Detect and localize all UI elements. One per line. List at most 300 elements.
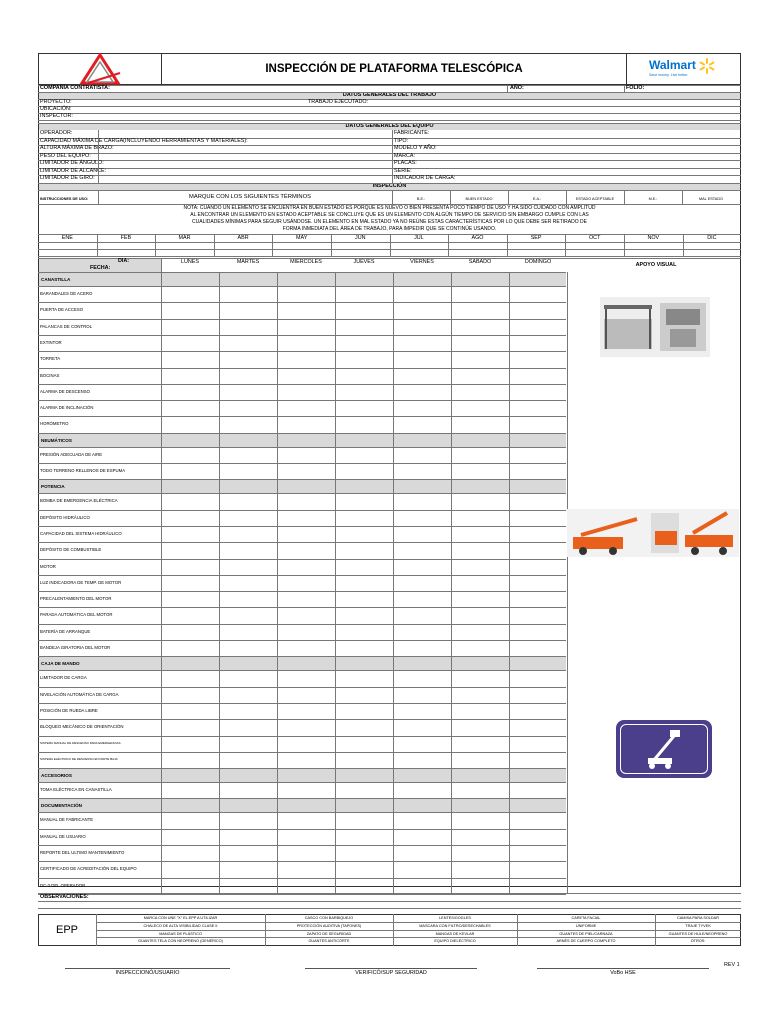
checklist-check-cell[interactable] — [452, 688, 509, 702]
checklist-item-label: BOMBA DE EMERGENCIA ELÉCTRICA — [40, 498, 118, 504]
checklist-check-cell[interactable] — [162, 641, 219, 655]
checklist-section-header: ACCESORIOS — [39, 769, 566, 782]
checklist-check-cell[interactable] — [336, 385, 393, 399]
checklist-check-cell[interactable] — [394, 448, 451, 462]
checklist-column-divider — [335, 272, 336, 894]
checklist-check-cell[interactable] — [278, 417, 335, 431]
work-section-title: DATOS GENERALES DEL TRABAJO — [342, 92, 437, 98]
month-cell: MAY — [296, 235, 308, 241]
checklist-check-cell[interactable] — [336, 543, 393, 557]
checklist-check-cell[interactable] — [336, 320, 393, 334]
checklist-check-cell[interactable] — [220, 625, 277, 639]
checklist-check-cell[interactable] — [278, 753, 335, 767]
checklist-check-cell[interactable] — [394, 641, 451, 655]
checklist-check-cell[interactable] — [278, 576, 335, 590]
checklist-check-cell[interactable] — [394, 560, 451, 574]
checklist-check-cell[interactable] — [220, 688, 277, 702]
checklist-check-cell[interactable] — [452, 560, 509, 574]
checklist-check-cell[interactable] — [452, 737, 509, 751]
checklist-check-cell[interactable] — [510, 303, 567, 317]
checklist-check-cell[interactable] — [162, 464, 219, 478]
checklist-check-cell[interactable] — [510, 511, 567, 525]
month-cell: DIC — [707, 235, 717, 241]
checklist-item-label: PALANCAS DE CONTROL — [40, 323, 92, 329]
checklist-check-cell[interactable] — [162, 753, 219, 767]
checklist-check-cell[interactable] — [336, 303, 393, 317]
checklist-check-cell[interactable] — [452, 830, 509, 844]
checklist-check-cell[interactable] — [394, 846, 451, 860]
checklist-check-cell[interactable] — [162, 625, 219, 639]
checklist-check-cell[interactable] — [336, 753, 393, 767]
checklist-check-cell[interactable] — [510, 369, 567, 383]
epp-item: GUANTES DE PIEL/CARNAZA — [559, 931, 613, 936]
checklist-check-cell[interactable] — [162, 303, 219, 317]
checklist-check-cell[interactable] — [220, 720, 277, 734]
checklist-check-cell[interactable] — [278, 879, 335, 893]
checklist-check-cell[interactable] — [510, 320, 567, 334]
checklist-check-cell[interactable] — [278, 320, 335, 334]
checklist-check-cell[interactable] — [336, 737, 393, 751]
checklist-check-cell[interactable] — [336, 511, 393, 525]
checklist-check-cell[interactable] — [452, 448, 509, 462]
checklist-check-cell[interactable] — [394, 813, 451, 827]
checklist-check-cell[interactable] — [278, 688, 335, 702]
equipment-field-left: LIMITADOR DE GIRO: — [40, 175, 95, 181]
epp-item: PROTECCIÓN AUDITIVA (TAPONES) — [296, 923, 362, 928]
checklist-check-cell[interactable] — [162, 560, 219, 574]
status-code: M.E.: — [648, 197, 658, 201]
checklist-check-cell[interactable] — [220, 287, 277, 301]
checklist-check-cell[interactable] — [162, 813, 219, 827]
checklist-check-cell[interactable] — [162, 704, 219, 718]
checklist-check-cell[interactable] — [336, 862, 393, 876]
equipment-row-divider — [38, 168, 741, 169]
checklist-check-cell[interactable] — [452, 511, 509, 525]
checklist-item-label: PARADA AUTOMÁTICA DEL MOTOR — [40, 612, 113, 618]
checklist-check-cell[interactable] — [336, 846, 393, 860]
checklist-check-cell[interactable] — [162, 336, 219, 350]
checklist-check-cell[interactable] — [220, 641, 277, 655]
checklist-check-cell[interactable] — [510, 401, 567, 415]
checklist-check-cell[interactable] — [452, 287, 509, 301]
weekday-cell: DOMINGO — [524, 259, 552, 265]
epp-item: OTROS: — [690, 939, 706, 944]
checklist-check-cell[interactable] — [220, 592, 277, 606]
checklist-check-cell[interactable] — [162, 830, 219, 844]
checklist-item-label: SISTEMA MANUAL DE DESCENSO PARA EMERGENCIAS — [40, 740, 121, 745]
checklist-check-cell[interactable] — [394, 830, 451, 844]
checklist-check-cell[interactable] — [510, 688, 567, 702]
code-divider — [392, 190, 393, 204]
checklist-check-cell[interactable] — [510, 813, 567, 827]
checklist-check-cell[interactable] — [220, 303, 277, 317]
checklist-item-label: NIVELACIÓN AUTOMÁTICA DE CARGA — [40, 691, 119, 697]
checklist-check-cell[interactable] — [452, 494, 509, 508]
checklist-item-label: DEPÓSITO DE COMBUSTIBLE — [40, 547, 102, 553]
checklist-check-cell[interactable] — [452, 417, 509, 431]
checklist-check-cell[interactable] — [278, 494, 335, 508]
checklist-check-cell[interactable] — [510, 576, 567, 590]
checklist-check-cell[interactable] — [336, 671, 393, 685]
equipment-row-divider — [38, 160, 741, 161]
checklist-check-cell[interactable] — [278, 671, 335, 685]
checklist-section-header: NEUMÁTICOS — [39, 434, 566, 447]
checklist-check-cell[interactable] — [336, 879, 393, 893]
checklist-check-cell[interactable] — [278, 737, 335, 751]
checklist-check-cell[interactable] — [336, 576, 393, 590]
checklist-check-cell[interactable] — [162, 688, 219, 702]
checklist-check-cell[interactable] — [220, 813, 277, 827]
checklist-check-cell[interactable] — [452, 879, 509, 893]
checklist-check-cell[interactable] — [278, 846, 335, 860]
checklist-check-cell[interactable] — [278, 303, 335, 317]
checklist-check-cell[interactable] — [162, 783, 219, 797]
checklist-check-cell[interactable] — [162, 543, 219, 557]
checklist-check-cell[interactable] — [394, 464, 451, 478]
checklist-check-cell[interactable] — [452, 846, 509, 860]
checklist-check-cell[interactable] — [510, 720, 567, 734]
checklist-item-label: ALARMA DE DESCENSO — [40, 388, 90, 394]
epp-item: CARETA FACIAL — [571, 916, 601, 920]
checklist-check-cell[interactable] — [278, 511, 335, 525]
checklist-check-cell[interactable] — [162, 320, 219, 334]
checklist-check-cell[interactable] — [220, 830, 277, 844]
checklist-check-cell[interactable] — [220, 320, 277, 334]
checklist-check-cell[interactable] — [452, 352, 509, 366]
checklist-check-cell[interactable] — [220, 448, 277, 462]
checklist-check-cell[interactable] — [162, 417, 219, 431]
weekday-cell: LUNES — [181, 259, 199, 265]
checklist-check-cell[interactable] — [278, 560, 335, 574]
checklist-check-cell[interactable] — [220, 511, 277, 525]
checklist-item-label: BATERÍA DE ARRANQUE — [40, 628, 91, 634]
checklist-check-cell[interactable] — [394, 671, 451, 685]
checklist-check-cell[interactable] — [278, 830, 335, 844]
checklist-row-divider — [38, 894, 566, 895]
checklist-check-cell[interactable] — [162, 352, 219, 366]
month-divider — [97, 234, 98, 256]
checklist-item-label: HORÓMETRO — [40, 421, 69, 427]
epp-row-divider — [96, 922, 741, 923]
checklist-check-cell[interactable] — [394, 369, 451, 383]
checklist-check-cell[interactable] — [510, 385, 567, 399]
checklist-check-cell[interactable] — [162, 879, 219, 893]
checklist-check-cell[interactable] — [220, 543, 277, 557]
checklist-check-cell[interactable] — [394, 385, 451, 399]
checklist-check-cell[interactable] — [452, 862, 509, 876]
checklist-check-cell[interactable] — [510, 464, 567, 478]
folio-label: FOLIO: — [626, 85, 645, 91]
checklist-check-cell[interactable] — [336, 494, 393, 508]
checklist-check-cell[interactable] — [452, 576, 509, 590]
checklist-check-cell[interactable] — [452, 592, 509, 606]
checklist-check-cell[interactable] — [336, 830, 393, 844]
visual-support-title: APOYO VISUAL — [635, 262, 677, 268]
checklist-check-cell[interactable] — [452, 401, 509, 415]
checklist-check-cell[interactable] — [162, 287, 219, 301]
checklist-check-cell[interactable] — [510, 783, 567, 797]
checklist-check-cell[interactable] — [220, 385, 277, 399]
checklist-check-cell[interactable] — [336, 417, 393, 431]
checklist-check-cell[interactable] — [452, 464, 509, 478]
checklist-check-cell[interactable] — [278, 527, 335, 541]
checklist-check-cell[interactable] — [394, 753, 451, 767]
checklist-check-cell[interactable] — [336, 592, 393, 606]
checklist-check-cell[interactable] — [278, 783, 335, 797]
checklist-column-divider — [451, 272, 452, 894]
checklist-check-cell[interactable] — [452, 783, 509, 797]
checklist-check-cell[interactable] — [510, 352, 567, 366]
checklist-item-label: DEPÓSITO HIDRÁULICO — [40, 514, 90, 520]
checklist-check-cell[interactable] — [220, 560, 277, 574]
checklist-check-cell[interactable] — [220, 527, 277, 541]
checklist-check-cell[interactable] — [394, 592, 451, 606]
checklist-check-cell[interactable] — [510, 448, 567, 462]
epp-item: GUANTES DE HULE/NEOPRENO — [668, 931, 728, 936]
checklist-check-cell[interactable] — [336, 625, 393, 639]
checklist-check-cell[interactable] — [220, 879, 277, 893]
checklist-check-cell[interactable] — [162, 369, 219, 383]
checklist-check-cell[interactable] — [162, 720, 219, 734]
checklist-check-cell[interactable] — [336, 608, 393, 622]
checklist-check-cell[interactable] — [220, 464, 277, 478]
checklist-check-cell[interactable] — [452, 385, 509, 399]
checklist-check-cell[interactable] — [278, 608, 335, 622]
checklist-check-cell[interactable] — [394, 862, 451, 876]
checklist-check-cell[interactable] — [452, 543, 509, 557]
checklist-check-cell[interactable] — [162, 385, 219, 399]
checklist-check-cell[interactable] — [162, 494, 219, 508]
checklist-check-cell[interactable] — [162, 448, 219, 462]
checklist-check-cell[interactable] — [510, 494, 567, 508]
checklist-check-cell[interactable] — [162, 592, 219, 606]
checklist-check-cell[interactable] — [452, 671, 509, 685]
checklist-check-cell[interactable] — [278, 369, 335, 383]
equipment-field-right: PLACAS: — [394, 160, 417, 166]
checklist-check-cell[interactable] — [394, 608, 451, 622]
checklist-check-cell[interactable] — [278, 592, 335, 606]
month-cell: JUL — [414, 235, 424, 241]
checklist-check-cell[interactable] — [394, 417, 451, 431]
checklist-check-cell[interactable] — [220, 336, 277, 350]
checklist-check-cell[interactable] — [278, 543, 335, 557]
month-divider — [390, 234, 391, 256]
checklist-check-cell[interactable] — [452, 320, 509, 334]
checklist-check-cell[interactable] — [452, 753, 509, 767]
checklist-check-cell[interactable] — [394, 688, 451, 702]
checklist-check-cell[interactable] — [336, 783, 393, 797]
checklist-check-cell[interactable] — [162, 862, 219, 876]
checklist-check-cell[interactable] — [336, 352, 393, 366]
checklist-check-cell[interactable] — [510, 641, 567, 655]
checklist-check-cell[interactable] — [220, 783, 277, 797]
aerial-lift-icon — [644, 728, 684, 770]
checklist-check-cell[interactable] — [452, 625, 509, 639]
checklist-check-cell[interactable] — [394, 303, 451, 317]
checklist-check-cell[interactable] — [162, 737, 219, 751]
checklist-column-divider — [393, 272, 394, 894]
checklist-check-cell[interactable] — [336, 560, 393, 574]
checklist-check-cell[interactable] — [394, 704, 451, 718]
checklist-check-cell[interactable] — [394, 352, 451, 366]
checklist-check-cell[interactable] — [220, 846, 277, 860]
checklist-check-cell[interactable] — [452, 720, 509, 734]
checklist-check-cell[interactable] — [510, 417, 567, 431]
epp-item: EQUIPO DIELÉCTRICO — [434, 939, 476, 944]
checklist-check-cell[interactable] — [336, 688, 393, 702]
checklist-check-cell[interactable] — [452, 641, 509, 655]
epp-item: MANGAS DE PLÁSTICO — [159, 931, 202, 936]
checklist-check-cell[interactable] — [336, 704, 393, 718]
note-line: NOTA: CUANDO UN ELEMENTO SE ENCUENTRA EN BUEN ESTADO ES PORQUE ES NUEVO O BIEN PRESENTA POCO TIEMPO DE USO Y HA SIDO CUIDADO CON AMPLITUD — [183, 205, 596, 211]
checklist-check-cell[interactable] — [220, 862, 277, 876]
epp-item: ARNÉS DE CUERPO COMPLETO — [556, 939, 616, 944]
checklist-check-cell[interactable] — [452, 704, 509, 718]
checklist-check-cell[interactable] — [278, 720, 335, 734]
checklist-check-cell[interactable] — [510, 336, 567, 350]
checklist-check-cell[interactable] — [452, 303, 509, 317]
checklist-check-cell[interactable] — [452, 527, 509, 541]
checklist-check-cell[interactable] — [220, 737, 277, 751]
brand-tagline: Save money. Live better. — [649, 73, 689, 77]
checklist-item-label: BOCINAS — [40, 372, 60, 378]
checklist-item-label: REPORTE DEL ULTIMO MANTENIMIENTO — [40, 850, 125, 855]
checklist-check-cell[interactable] — [278, 641, 335, 655]
checklist-check-cell[interactable] — [162, 671, 219, 685]
checklist-check-cell[interactable] — [510, 543, 567, 557]
checklist-check-cell[interactable] — [510, 830, 567, 844]
checklist-check-cell[interactable] — [510, 671, 567, 685]
checklist-check-cell[interactable] — [452, 336, 509, 350]
epp-item: CHALECO DE ALTA VISIBILIDAD CLASE II — [143, 923, 218, 928]
checklist-check-cell[interactable] — [278, 625, 335, 639]
contractor-label: COMPAÑÍA CONTRATISTA: — [40, 85, 110, 91]
checklist-check-cell[interactable] — [394, 511, 451, 525]
checklist-check-cell[interactable] — [278, 401, 335, 415]
checklist-check-cell[interactable] — [336, 336, 393, 350]
checklist-check-cell[interactable] — [336, 641, 393, 655]
checklist-check-cell[interactable] — [336, 401, 393, 415]
company-logo — [38, 53, 162, 85]
checklist-check-cell[interactable] — [394, 401, 451, 415]
month-divider — [683, 234, 684, 256]
checklist-check-cell[interactable] — [162, 576, 219, 590]
checklist-check-cell[interactable] — [394, 737, 451, 751]
checklist-item-label: MANUAL DE FABRICANTE — [40, 817, 94, 823]
checklist-check-cell[interactable] — [220, 608, 277, 622]
checklist-check-cell[interactable] — [220, 352, 277, 366]
checklist-check-cell[interactable] — [394, 494, 451, 508]
checklist-check-cell[interactable] — [278, 464, 335, 478]
lift-symbol-sign — [616, 720, 712, 778]
equipment-row-divider — [38, 145, 741, 146]
checklist-check-cell[interactable] — [220, 494, 277, 508]
checklist-check-cell[interactable] — [220, 704, 277, 718]
checklist-check-cell[interactable] — [394, 543, 451, 557]
checklist-check-cell[interactable] — [336, 813, 393, 827]
checklist-check-cell[interactable] — [336, 720, 393, 734]
epp-row-divider — [96, 930, 741, 931]
checklist-check-cell[interactable] — [510, 846, 567, 860]
checklist-check-cell[interactable] — [452, 608, 509, 622]
checklist-check-cell[interactable] — [162, 527, 219, 541]
checklist-check-cell[interactable] — [510, 879, 567, 893]
checklist-check-cell[interactable] — [394, 783, 451, 797]
checklist-check-cell[interactable] — [336, 369, 393, 383]
checklist-check-cell[interactable] — [510, 737, 567, 751]
checklist-check-cell[interactable] — [394, 336, 451, 350]
checklist-check-cell[interactable] — [278, 448, 335, 462]
checklist-check-cell[interactable] — [336, 527, 393, 541]
epp-item: ZAPATO DE SEGURIDAD — [306, 931, 352, 936]
checklist-check-cell[interactable] — [278, 336, 335, 350]
checklist-check-cell[interactable] — [220, 576, 277, 590]
checklist-check-cell[interactable] — [510, 560, 567, 574]
checklist-check-cell[interactable] — [278, 862, 335, 876]
revision-label: REV 1 — [724, 962, 740, 968]
mark-terms-label: MARQUE CON LOS SIGUIENTES TÉRMINOS — [189, 194, 311, 200]
epp-item: MARCA CON UNE "X" EL EPP A UTILIZAR — [143, 916, 218, 920]
checklist-check-cell[interactable] — [220, 401, 277, 415]
checklist-check-cell[interactable] — [336, 448, 393, 462]
checklist-check-cell[interactable] — [336, 287, 393, 301]
checklist-check-cell[interactable] — [394, 720, 451, 734]
checklist-check-cell[interactable] — [510, 287, 567, 301]
checklist-check-cell[interactable] — [394, 625, 451, 639]
checklist-check-cell[interactable] — [394, 320, 451, 334]
epp-column-divider — [393, 914, 394, 946]
checklist-check-cell[interactable] — [162, 511, 219, 525]
checklist-check-cell[interactable] — [220, 369, 277, 383]
checklist-check-cell[interactable] — [220, 753, 277, 767]
checklist-check-cell[interactable] — [278, 287, 335, 301]
checklist-check-cell[interactable] — [510, 608, 567, 622]
checklist-check-cell[interactable] — [510, 592, 567, 606]
checklist-check-cell[interactable] — [394, 287, 451, 301]
month-cell: SEP — [530, 235, 542, 241]
weekday-cell: VIERNES — [410, 259, 434, 265]
checklist-check-cell[interactable] — [220, 417, 277, 431]
checklist-check-cell[interactable] — [278, 385, 335, 399]
checklist-check-cell[interactable] — [394, 879, 451, 893]
checklist-check-cell[interactable] — [162, 846, 219, 860]
checklist-check-cell[interactable] — [510, 753, 567, 767]
checklist-check-cell[interactable] — [220, 671, 277, 685]
epp-item: TRAJE TYVEK — [685, 923, 711, 928]
code-divider — [566, 190, 567, 204]
equipment-field-left: OPERADOR: — [40, 130, 73, 136]
checklist-check-cell[interactable] — [452, 369, 509, 383]
checklist-check-cell[interactable] — [510, 625, 567, 639]
status-code: E.A.: — [532, 197, 542, 201]
checklist-check-cell[interactable] — [394, 527, 451, 541]
checklist-check-cell[interactable] — [278, 813, 335, 827]
checklist-item-label: BLOQUEO MECÁNICO DE ORIENTACIÓN — [40, 724, 124, 730]
checklist-check-cell[interactable] — [510, 704, 567, 718]
checklist-item-label: MOTOR — [40, 563, 56, 569]
equipment-field-left: CAPACIDAD MÁXIMA DE CARGA(INCLUYENDO HERRAMIENTAS Y MATERIALES): — [40, 137, 248, 144]
checklist-check-cell[interactable] — [510, 527, 567, 541]
checklist-check-cell[interactable] — [162, 608, 219, 622]
checklist-check-cell[interactable] — [394, 576, 451, 590]
checklist-check-cell[interactable] — [510, 862, 567, 876]
checklist-check-cell[interactable] — [336, 464, 393, 478]
checklist-check-cell[interactable] — [278, 704, 335, 718]
checklist-check-cell[interactable] — [162, 401, 219, 415]
checklist-check-cell[interactable] — [278, 352, 335, 366]
checklist-check-cell[interactable] — [452, 813, 509, 827]
checklist-item-label: ALARMA DE INCLINACIÓN — [40, 405, 94, 411]
